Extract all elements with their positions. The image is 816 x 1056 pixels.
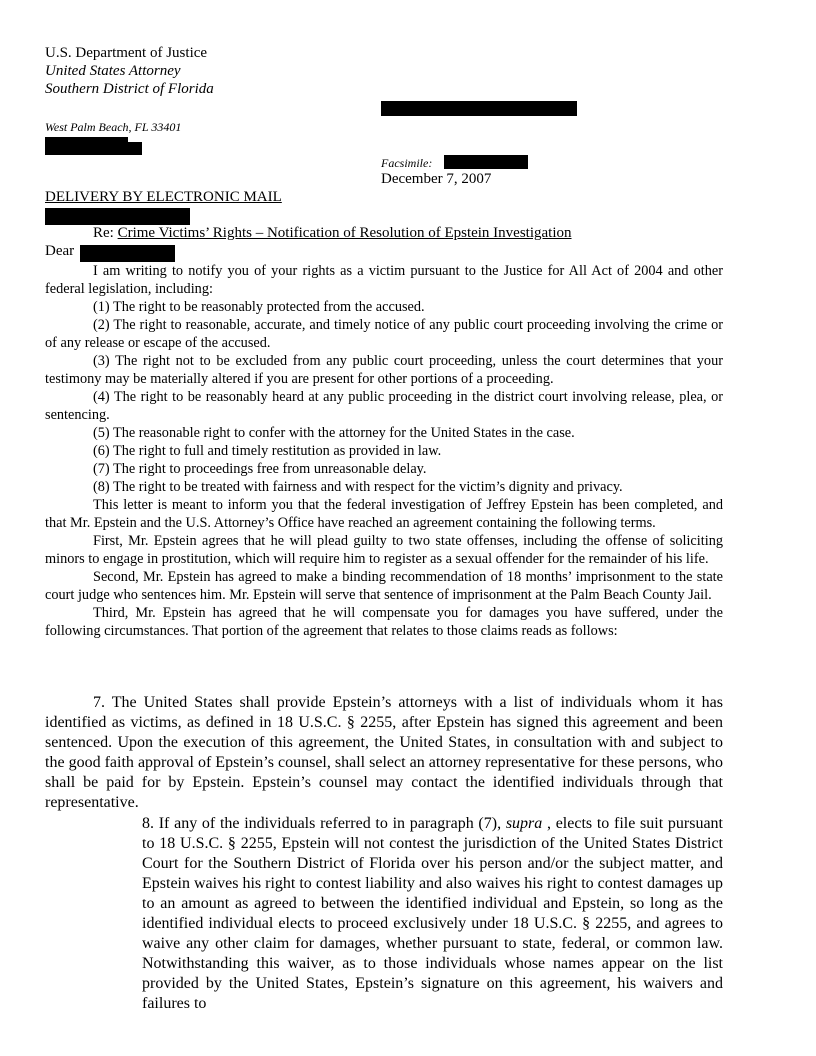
right-7: (7) The right to proceedings free from unreasonable delay. bbox=[93, 461, 427, 477]
third-term-paragraph: Third, Mr. Epstein has agreed that he will compensate you for damages you have suffered, under the following circumstances. That portion of the agreement that relates to those claims reads as follows: bbox=[45, 605, 723, 639]
letter-date: December 7, 2007 bbox=[381, 171, 492, 187]
right-3: (3) The right not to be excluded from any public court proceeding, unless the court determines that your testimony may be materially altered if you are present for other portions of a proceeding. bbox=[45, 353, 723, 387]
redaction-phone-2 bbox=[45, 142, 142, 155]
inform-paragraph: This letter is meant to inform you that the federal investigation of Jeffrey Epstein has been completed, and that Mr. Epstein and the U.S. Attorney’s Office have reached an agreement containing the following terms. bbox=[45, 497, 723, 531]
facsimile-label: Facsimile: bbox=[381, 156, 433, 170]
intro-paragraph: I am writing to notify you of your rights as a victim pursuant to the Justice for All Act of 2004 and other federal legislation, including: bbox=[45, 263, 723, 297]
delivery-method: DELIVERY BY ELECTRONIC MAIL bbox=[45, 189, 282, 205]
city-line: West Palm Beach, FL 33401 bbox=[45, 120, 182, 134]
redaction-salutation-name bbox=[80, 245, 175, 262]
redaction-address bbox=[381, 101, 577, 116]
office-name: United States Attorney bbox=[45, 63, 181, 79]
first-term-paragraph: First, Mr. Epstein agrees that he will plead guilty to two state offenses, including the offense of soliciting minors to engage in prostitution, which will require him to register as a sexual offender for the remainder of his life. bbox=[45, 533, 723, 567]
right-8: (8) The right to be treated with fairness and with respect for the victim’s dignity and privacy. bbox=[93, 479, 623, 495]
supra-term: supra bbox=[505, 815, 543, 832]
right-1: (1) The right to be reasonably protected from the accused. bbox=[93, 299, 425, 315]
district-name: Southern District of Florida bbox=[45, 81, 214, 97]
salutation: Dear bbox=[45, 243, 75, 259]
right-6: (6) The right to full and timely restitution as provided in law. bbox=[93, 443, 442, 459]
agreement-paragraph-7: 7. The United States shall provide Epstein’s attorneys with a list of individuals whom it has identified as victims, as defined in 18 U.S.C. § 2255, after Epstein has signed this agreement and been sentenced. Upon the execution of this agreement, the United States, in consultation with and subject to the good faith approval of Epstein’s counsel, shall select an attorney representative for these persons, who shall be paid for by Epstein. Epstein’s counsel may contact the identified individuals through that representative. bbox=[45, 694, 723, 811]
subject-text: Crime Victims’ Rights – Notification of Resolution of Epstein Investigation bbox=[117, 225, 572, 241]
department-name: U.S. Department of Justice bbox=[45, 45, 208, 61]
agreement-quote-7 bbox=[45, 693, 723, 813]
redaction-recipient bbox=[45, 208, 190, 225]
agreement-paragraph-8: 8. If any of the individuals referred to in paragraph (7), supra , elects to file suit pursuant to 18 U.S.C. § 2255, Epstein will not contest the jurisdiction of the United States District Court for the Southern District of Florida over his person and/or the subject matter, and Epstein waives his right to contest liability and also waives his right to contest damages up to an amount as agreed to between the identified individual and Epstein, so long as the identified individual elects to proceed exclusively under 18 U.S.C. § 2255, and agrees to waive any other claim for damages, whether pursuant to state, federal, or common law. Notwithstanding this waiver, as to those individuals whose names appear on the list provided by the United States, Epstein’s signature on this agreement, his waivers and failures to bbox=[142, 815, 724, 1012]
right-2: (2) The right to reasonable, accurate, and timely notice of any public court proceeding involving the crime or of any release or escape of the accused. bbox=[45, 317, 723, 351]
second-term-paragraph: Second, Mr. Epstein has agreed to make a binding recommendation of 18 months’ imprisonment to the state court judge who sentences him. Mr. Epstein will serve that sentence of imprisonment at the Palm Beach County Jail. bbox=[45, 569, 723, 603]
agreement-quote-8 bbox=[142, 814, 723, 1014]
subject-prefix: Re: bbox=[93, 225, 114, 241]
right-4: (4) The right to be reasonably heard at any public proceeding in the district court involving release, plea, or sentencing. bbox=[45, 389, 723, 423]
letter-body bbox=[45, 262, 723, 640]
redaction-facsimile bbox=[444, 155, 528, 169]
right-5: (5) The reasonable right to confer with the attorney for the United States in the case. bbox=[93, 425, 575, 441]
subject-line bbox=[93, 225, 572, 242]
